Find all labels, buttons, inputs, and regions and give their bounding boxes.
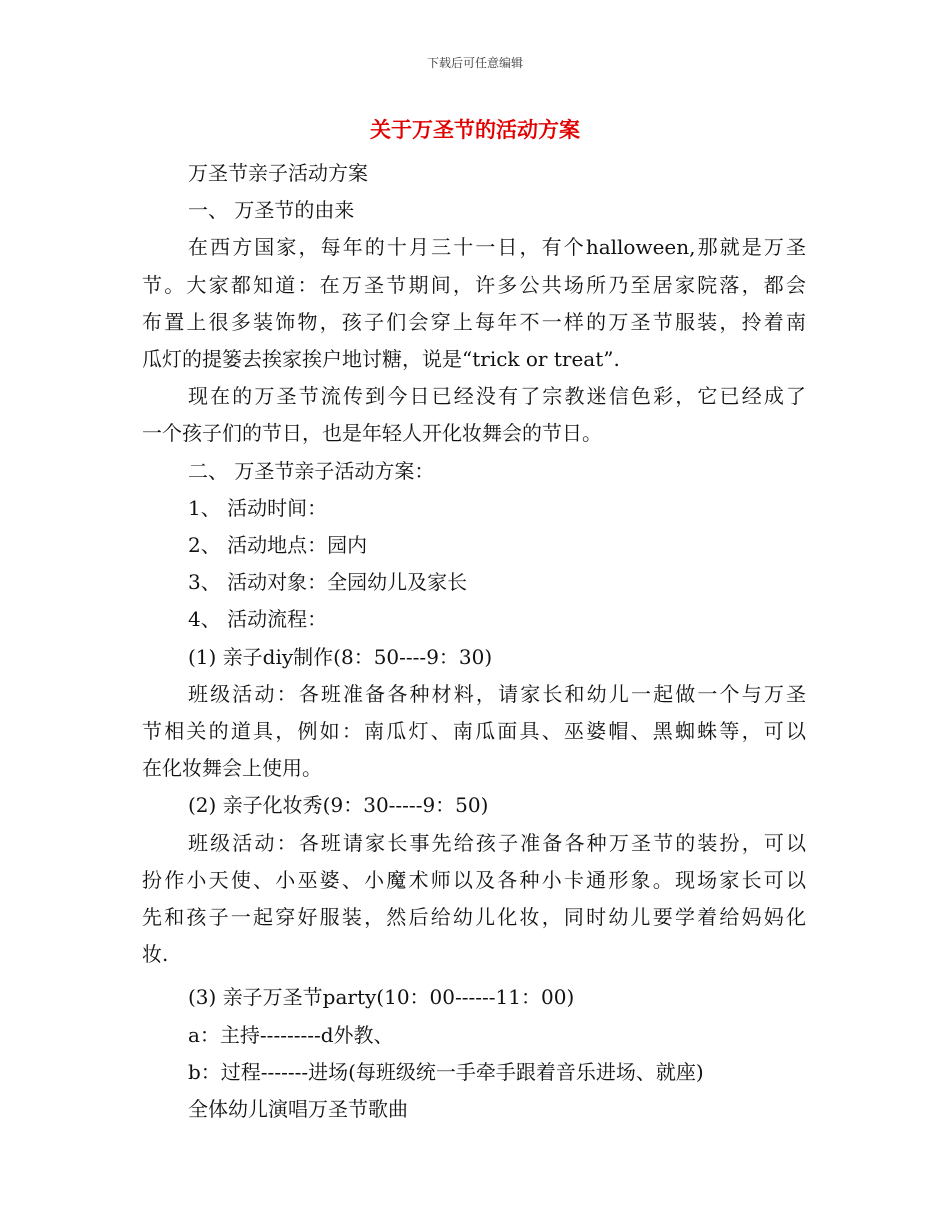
paragraph-line: 瓜灯的提篓去挨家挨户地讨糖，说是“trick or treat”.: [142, 347, 620, 372]
paragraph-line: 扮作小天使、小巫婆、小魔术师以及各种小卡通形象。现场家长可以: [142, 867, 806, 892]
paragraph-line: 节。大家都知道：在万圣节期间，许多公共场所乃至居家院落，都会: [142, 272, 806, 297]
document-body: [142, 155, 806, 1128]
list-item-location: 2、 活动地点：园内: [188, 533, 368, 558]
paragraph-line: 布置上很多装饰物，孩子们会穿上每年不一样的万圣节服装，拎着南: [142, 309, 806, 334]
party-item-process: b：过程-------进场(每班级统一手牵手跟着音乐进场、就座): [188, 1059, 704, 1084]
page-header-note: 下载后可任意编辑: [426, 56, 523, 70]
paragraph-line: 一个孩子们的节日，也是年轻人开化妆舞会的节日。: [142, 421, 602, 446]
paragraph-line: 在西方国家，每年的十月三十一日，有个halloween,那就是万圣: [188, 235, 806, 260]
step-heading-party: (3) 亲子万圣节party(10：00------11：00): [188, 985, 575, 1010]
subtitle-line: 万圣节亲子活动方案: [188, 161, 368, 185]
step-heading-diy: (1) 亲子diy制作(8：50----9：30): [188, 644, 493, 669]
paragraph-line: 先和孩子一起穿好服装，然后给幼儿化妆，同时幼儿要学着给妈妈化: [142, 905, 806, 930]
section-heading-plan: 二、 万圣节亲子活动方案：: [188, 458, 435, 483]
document-title: 关于万圣节的活动方案: [370, 118, 580, 142]
list-item-process: 4、 活动流程：: [188, 607, 328, 632]
section-heading-origin: 一、 万圣节的由来: [188, 198, 355, 223]
step-heading-makeup: (2) 亲子化妆秀(9：30-----9：50): [188, 793, 489, 818]
paragraph-line: 在化妆舞会上使用。: [142, 756, 322, 781]
paragraph-line: 班级活动：各班准备各种材料，请家长和幼儿一起做一个与万圣: [188, 681, 806, 706]
paragraph-line: 班级活动：各班请家长事先给孩子准备各种万圣节的装扮，可以: [188, 830, 806, 855]
paragraph-line: 妆.: [142, 942, 169, 967]
list-item-time: 1、 活动时间：: [188, 495, 328, 520]
party-item-host: a：主持---------d外教、: [188, 1022, 394, 1047]
party-item-song: 全体幼儿演唱万圣节歌曲: [188, 1097, 408, 1122]
paragraph-line: 现在的万圣节流传到今日已经没有了宗教迷信色彩，它已经成了: [188, 384, 806, 409]
paragraph-line: 节相关的道具，例如：南瓜灯、南瓜面具、巫婆帽、黑蜘蛛等，可以: [142, 719, 806, 744]
list-item-participants: 3、 活动对象：全园幼儿及家长: [188, 570, 468, 595]
